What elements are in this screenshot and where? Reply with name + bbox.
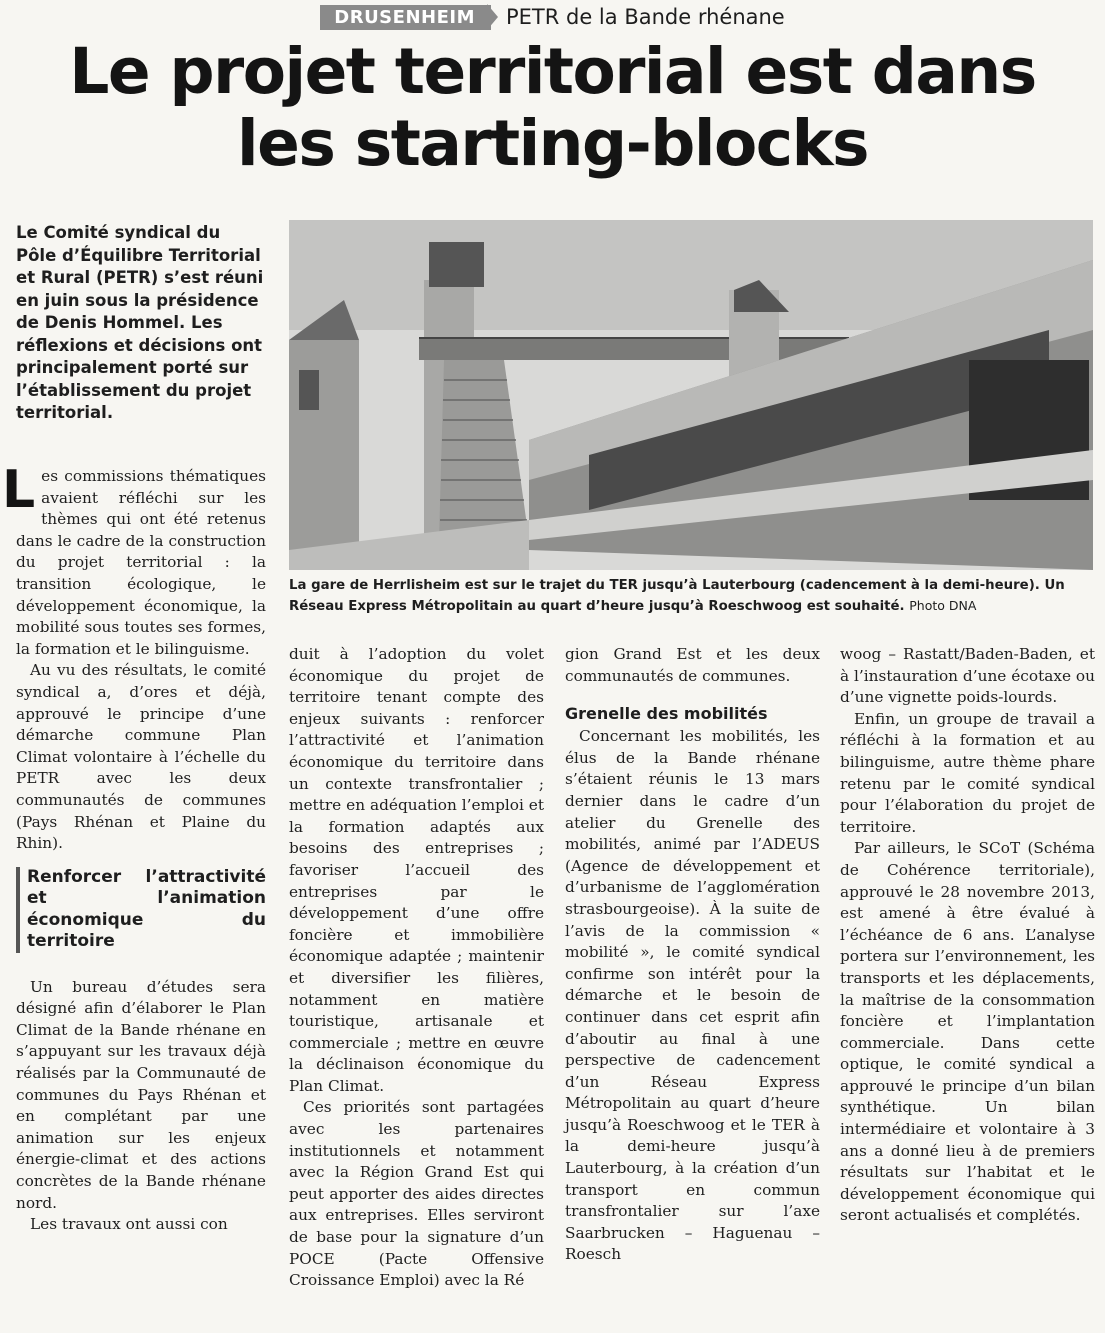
paragraph: duit à l’adoption du volet économique du projet de territoire tenant compte des enjeux suivants : renforcer l’attractivité et l’animation économique du territoire dans un contexte transfrontalier ; mettre en adéquation l’emploi et la formation adaptés aux besoins des entreprises ; favoriser l’accueil des entreprises par le développement d’une offre foncière et immobilière économique adaptée ; maintenir et diversifier les filières, notamment en matière touristique, artisanale et commerciale ; mettre en œuvre la déclinaison économique du Plan Climat. [289,645,544,1095]
article-photo [289,220,1093,570]
column-1 [2,460,266,1236]
paragraph: Concernant les mobilités, les élus de la Bande rhénane s’étaient réunis le 13 mars dernier dans le cadre d’un atelier du Grenelle des mobilités, animé par l’ADEUS (Agence de développement et d’urbanisme de l’agglomération strasbourgeoise). À la suite de l’avis de la commission « mobilité », le comité syndical confirme son intérêt pour la démarche et le besoin de continuer dans cet esprit afin d’aboutir au final à une perspective de cadencement d’un Réseau Express Métropolitain au quart d’heure jusqu’à Roeschwoog et le TER à la demi-heure jusqu’à Lauterbourg, à la création d’un transport en commun transfrontalier sur l’axe Saarbrucken – Haguenau – Roesch [565,727,820,1264]
subheading: Grenelle des mobilités [565,704,768,724]
paragraph: Ces priorités sont partagées avec les partenaires institutionnels et notamment avec la Région Grand Est qui peut apporter des aides directes aux entreprises. Elles serviront de base pour la signature d’un POCE (Pacte Offensive Croissance Emploi) avec la Ré [289,1098,544,1290]
location-tag: DRUSENHEIM [320,5,491,30]
paragraph: Au vu des résultats, le comité syndical a, d’ores et déjà, approuvé le principe d’une démarche commune Plan Climat volontaire à l’échelle du PETR avec les deux communautés de communes (Pays Rhénan et Plaine du Rhin). [16,661,266,853]
headline-line-2: les starting-blocks [237,107,868,180]
photo-caption [289,576,1095,617]
headline [0,36,1105,180]
paragraph: Un bureau d’études sera désigné afin d’élaborer le Plan Climat de la Bande rhénane en s’appuyant sur les travaux déjà réalisés par la Communauté de communes du Pays Rhénan et en complétant par une animation sur les enjeux énergie-climat et des actions concrètes de la Bande rhénane nord. [16,977,266,1212]
paragraph [2,460,266,660]
headline-line-1: Le projet territorial est dans [69,35,1036,108]
caption-text: La gare de Herrlisheim est sur le trajet du TER jusqu’à Lauterbourg (cadencement à la demi-heure). Un Réseau Express Métropolitain au quart d’heure jusqu’à Roeschwoog est souhaité. [289,578,1065,614]
kicker-subtitle: PETR de la Bande rhénane [505,5,785,29]
lead-paragraph: Le Comité syndical du Pôle d’Équilibre Territorial et Rural (PETR) s’est réuni en juin sous la présidence de Denis Hommel. Les réflexions et décisions ont principalement porté sur l’établissement du projet territorial. [16,223,264,422]
column-4 [840,644,1095,1227]
paragraph: woog – Rastatt/Baden-Baden, et à l’instauration d’une écotaxe ou d’une vignette poids-lourds. [840,645,1095,707]
column-3 [565,644,820,1266]
photo-credit: Photo DNA [909,598,977,613]
train-station-illustration [289,220,1093,570]
column-2 [289,644,544,1292]
section-kicker [0,4,1105,34]
paragraph: Les travaux ont aussi con [30,1215,228,1234]
paragraph: Enfin, un groupe de travail a réfléchi à la formation et au bilinguisme, autre thème phare retenu par le comité syndical pour l’élaboration du projet de territoire. [840,709,1095,836]
subheading: Renforcer l’attractivité et l’animation économique du territoire [16,867,266,953]
drop-cap: L [2,460,36,520]
paragraph: Par ailleurs, le SCoT (Schéma de Cohérence territoriale), approuvé le 28 novembre 2013, est amené à être évalué à l’échéance de 6 ans. L’analyse portera sur l’environnement, les transports et les déplacements, la maîtrise de la consommation foncière et l’implantation commerciale. Dans cette optique, le comité syndical a approuvé le principe d’un bilan synthétique. Un bilan intermédiaire et volontaire à 3 ans a donné lieu à de premiers résultats sur l’habitat et le développement économique qui seront actualisés et complétés. [840,839,1095,1225]
paragraph: gion Grand Est et les deux communautés de communes. [565,645,820,685]
paragraph-text: es commissions thématiques avaient réfléchi sur les thèmes qui ont été retenus dans le cadre de la construction du projet territorial : la transition écologique, le développement économique, la mobilité sous toutes ses formes, la formation et le bilinguisme. [16,467,266,658]
